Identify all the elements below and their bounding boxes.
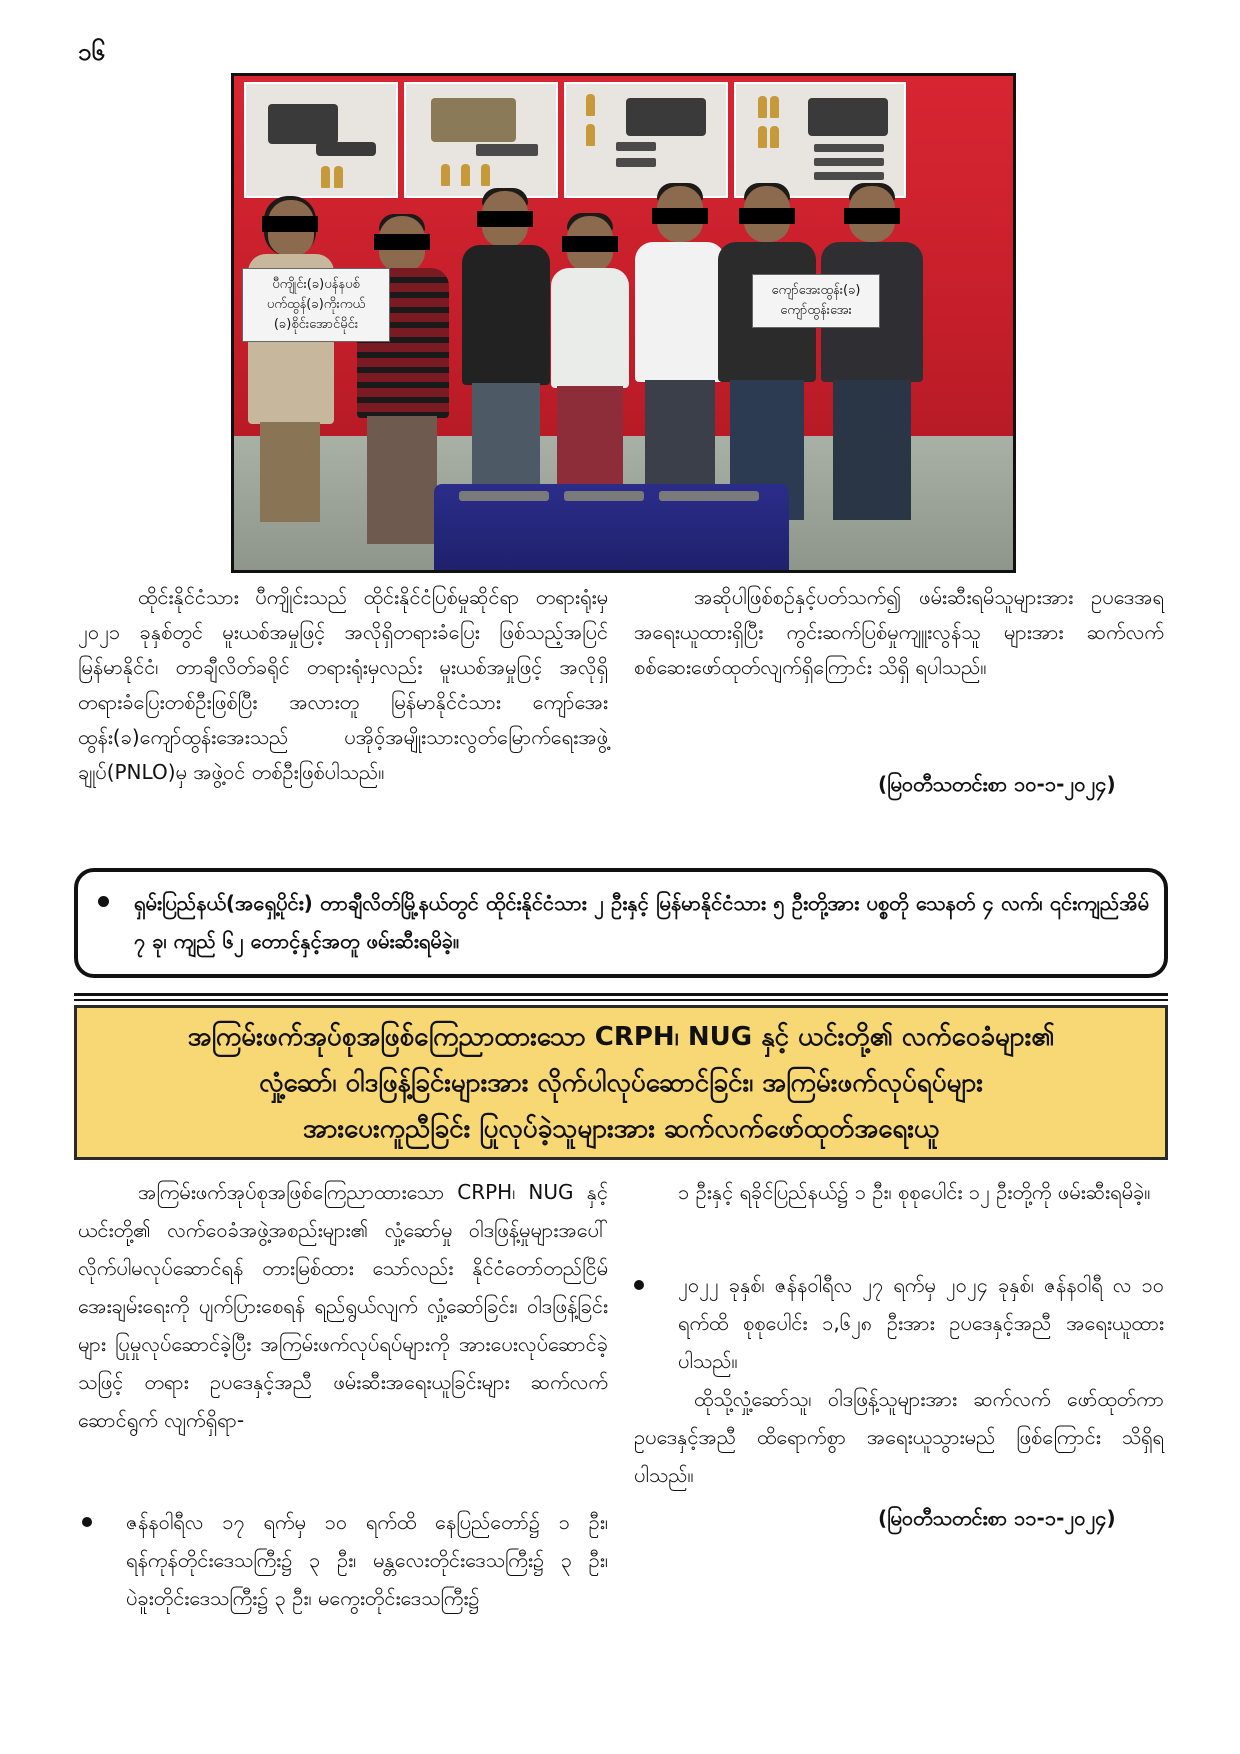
- evidence-items-1: [459, 491, 549, 501]
- article1-right-column: အဆိုပါဖြစ်စဉ်နှင့်ပတ်သက်၍ ဖမ်းဆီးရမိသူများအား ဥပဒေအရ အရေးယူထားရှိပြီး ကွင်းဆက်ပြစ်မှုကျူးလွန်သူ များအား ဆက်လက်စစ်ဆေးဖော်ထုတ်လျက်ရှိကြောင်း သိရှိ ရပါသည်။: [634, 585, 1164, 679]
- article1-left-column: ထိုင်းနိုင်ငံသား ပီကျိုင်းသည် ထိုင်းနိုင်ငံပြစ်မှုဆိုင်ရာ တရားရုံးမှ ၂၀၂၁ ခုနှစ်တွင် မူးယစ်အမှုဖြင့် အလိုရှိတရားခံပြေး ဖြစ်သည့်အပြင် မြန်မာနိုင်ငံ၊ တာချီလိတ်ခရိုင် တရားရုံးမှလည်း မူးယစ်အမှုဖြင့် အလိုရှိတရားခံပြေးတစ်ဦးဖြစ်ပြီး အလားတူ မြန်မာနိုင်ငံသား ကျော်အေးထွန်း(ခ)ကျော်ထွန်းအေးသည် ပအိုဝ့်အမျိုးသားလွတ်မြောက်ရေးအဖွဲ့ချုပ်(PNLO)မှ အဖွဲ့ဝင် တစ်ဦးဖြစ်ပါသည်။: [78, 585, 608, 784]
- divider-rule-thin: [74, 999, 1168, 1001]
- article1-source: (မြဝတီသတင်းစာ ၁၀-၁-၂၀၂၄): [878, 772, 1116, 796]
- highlight-text: ရှမ်းပြည်နယ်(အရှေ့ပိုင်း) တာချီလိတ်မြို့နယ်တွင် ထိုင်းနိုင်ငံသား ၂ ဦးနှင့် မြန်မာနိုင်ငံသား ၅ ဦးတို့အား ပစ္စတို သေနတ် ၄ လက်၊ ၎င်းကျည်အိမ် ၇ ခု၊ ကျည် ၆၂ တောင့်နှင့်အတူ ဖမ်းဆီးရမိခဲ့။: [134, 891, 1149, 953]
- weapon-inset-4: [734, 82, 906, 198]
- caption-right: ကျော်အေးထွန်း(ခ) ကျော်ထွန်းအေး: [752, 274, 880, 328]
- article2-right-continuation: ၁ ဦးနှင့် ရခိုင်ပြည်နယ်၌ ၁ ဦး၊ စုစုပေါင်း ၁၂ ဦးတို့ကို ဖမ်းဆီးရမိခဲ့။: [678, 1180, 1151, 1204]
- divider-rule: [74, 993, 1168, 996]
- weapon-inset-1: [244, 82, 398, 198]
- bullet-icon: [98, 896, 109, 907]
- bullet-icon: [634, 1280, 644, 1290]
- bullet-icon: [82, 1517, 92, 1527]
- evidence-items-3: [659, 491, 759, 501]
- article2-source: (မြဝတီသတင်းစာ ၁၁-၁-၂၀၂၄): [878, 1506, 1116, 1530]
- article2-left-paragraph: အကြမ်းဖက်အုပ်စုအဖြစ်ကြေညာထားသော CRPH၊ NUG နှင့် ယင်းတို့၏ လက်ဝေခံအဖွဲ့အစည်းများ၏ လှုံ့ဆော်မှု ဝါဒဖြန့်မှုများအပေါ် လိုက်ပါမလုပ်ဆောင်ရန် တားမြစ်ထား သော်လည်း နိုင်ငံတော်တည်ငြိမ်အေးချမ်းရေးကို ပျက်ပြားစေရန် ရည်ရွယ်လျက် လှုံ့ဆော်ခြင်း၊ ဝါဒဖြန့်ခြင်းများ ပြုမှုလုပ်ဆောင်ခဲ့ပြီး အကြမ်းဖက်လုပ်ရပ်များကို အားပေးလုပ်ဆောင်ခဲ့သဖြင့် တရား ဥပဒေနှင့်အညီ ဖမ်းဆီးအရေးယူခြင်းများ ဆက်လက်ဆောင်ရွက် လျက်ရှိရာ-: [78, 1180, 608, 1432]
- page-number: ၁၆: [78, 38, 105, 66]
- caption-left: ပီကျိုင်း(ခ)ပန်နပစ် ပက်ထွန်(ခ)ကိုးကယ် (ခ)စိုင်းအောင်မိုင်း: [242, 268, 390, 342]
- news-photo: [231, 73, 1016, 573]
- article2-right-paragraph: ထိုသို့လှုံ့ဆော်သူ၊ ဝါဒဖြန့်သူများအား ဆက်လက် ဖော်ထုတ်ကာ ဥပဒေနှင့်အညီ ထိရောက်စွာ အရေးယူသွားမည် ဖြစ်ကြောင်း သိရှိရပါသည်။: [634, 1387, 1164, 1487]
- highlight-box: [74, 868, 1168, 978]
- weapon-inset-2: [404, 82, 558, 198]
- article2-left-bullet-text: ဇန်နဝါရီလ ၁၇ ရက်မှ ၁၀ ရက်ထိ နေပြည်တော်၌ ၁ ဦး၊ ရန်ကုန်တိုင်းဒေသကြီး၌ ၃ ဦး၊ မန္တလေးတိုင်းဒေသကြီး၌ ၃ ဦး၊ ပဲခူးတိုင်းဒေသကြီး၌ ၃ ဦး၊ မကွေးတိုင်းဒေသကြီး၌: [126, 1510, 608, 1610]
- article2-right-bullet-text: ၂၀၂၂ ခုနှစ်၊ ဇန်နဝါရီလ ၂၇ ရက်မှ ၂၀၂၄ ခုနှစ်၊ ဇန်နဝါရီ လ ၁၀ ရက်ထိ စုစုပေါင်း ၁,၆၂၈ ဦးအား ဥပဒေနှင့်အညီ အရေးယူထားပါသည်။: [678, 1273, 1164, 1373]
- weapon-inset-3: [564, 82, 728, 198]
- headline-text: အကြမ်းဖက်အုပ်စုအဖြစ်ကြေညာထားသော CRPH၊ NUG နှင့် ယင်းတို့၏ လက်ဝေခံများ၏ လှုံ့ဆော်၊ ဝါဒဖြန့်ခြင်းများအား လိုက်ပါလုပ်ဆောင်ခြင်း၊ အကြမ်းဖက်လုပ်ရပ်များ အားပေးကူညီခြင်း ပြုလုပ်ခဲ့သူများအား ဆက်လက်ဖော်ထုတ်အရေးယူ: [187, 1021, 1055, 1144]
- headline-banner: [74, 1005, 1168, 1160]
- evidence-items-2: [564, 491, 644, 501]
